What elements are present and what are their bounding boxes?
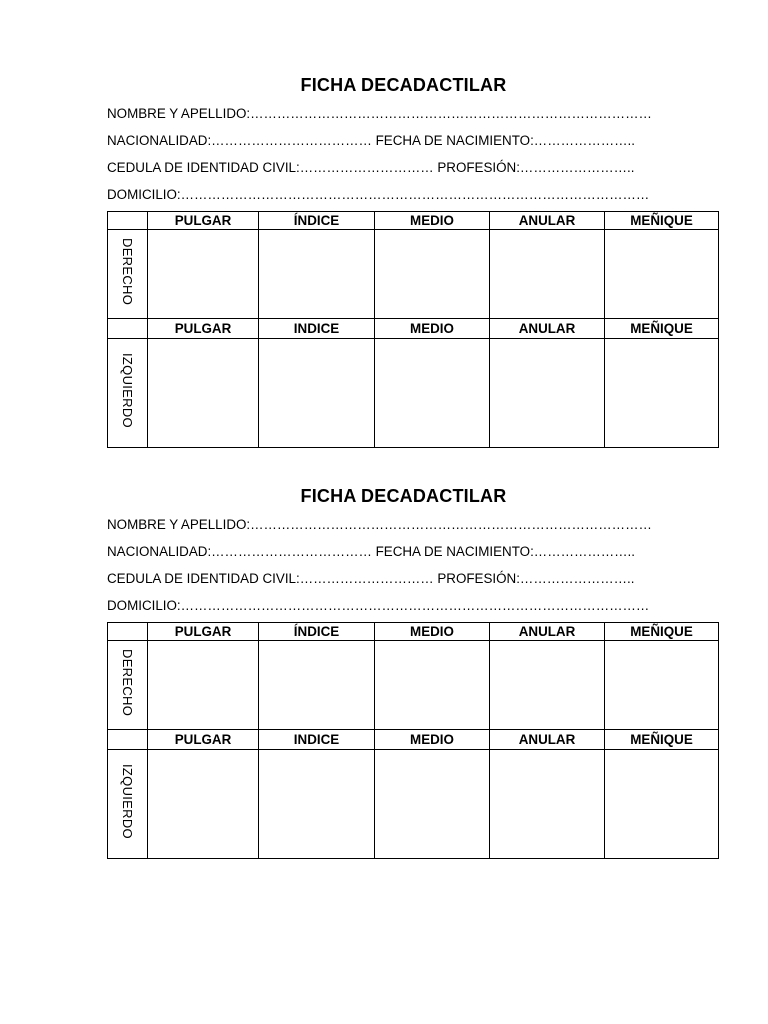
print-box: [490, 750, 605, 859]
right-hand-header-row: [108, 212, 719, 230]
finger-header: MEDIO: [375, 319, 490, 339]
finger-header: MEÑIQUE: [605, 319, 719, 339]
right-hand-header-row: [108, 623, 719, 641]
finger-header: MEDIO: [375, 212, 490, 230]
finger-header: MEÑIQUE: [605, 212, 719, 230]
corner-cell: [108, 623, 148, 641]
print-box: [148, 750, 259, 859]
nacionalidad-fecha-field: NACIONALIDAD:……………………………… FECHA DE NACIMIENTO:…………………..: [107, 133, 635, 148]
print-box: [605, 339, 719, 448]
form-title: FICHA DECADACTILAR: [300, 486, 507, 506]
print-box: [375, 230, 490, 319]
print-box: [259, 641, 375, 730]
domicilio-field: DOMICILIO:……………………………………………………………………………………………: [107, 598, 650, 613]
print-box: [375, 750, 490, 859]
print-box: [259, 339, 375, 448]
print-box: [605, 230, 719, 319]
side-label-cell: [108, 339, 148, 448]
side-label-cell: [108, 641, 148, 730]
fingerprint-form-1: [107, 72, 718, 448]
corner-cell: [108, 730, 148, 750]
finger-header: MEDIO: [375, 730, 490, 750]
cedula-profesion-field: CEDULA DE IDENTIDAD CIVIL:………………………… PROFESIÓN:……………………..: [107, 160, 635, 175]
finger-header: MEÑIQUE: [605, 623, 719, 641]
print-box: [375, 339, 490, 448]
domicilio-field: DOMICILIO:……………………………………………………………………………………………: [107, 187, 650, 202]
right-hand-print-row: [108, 641, 719, 730]
finger-header: ANULAR: [490, 623, 605, 641]
finger-header: INDICE: [259, 730, 375, 750]
right-hand-label: DERECHO: [120, 237, 135, 306]
right-hand-label: DERECHO: [120, 648, 135, 717]
right-hand-print-row: [108, 230, 719, 319]
nombre-apellido-field: NOMBRE Y APELLIDO:………………………………………………………………………………: [107, 106, 652, 121]
print-box: [490, 339, 605, 448]
print-box: [375, 641, 490, 730]
left-hand-label: IZQUIERDO: [120, 353, 135, 428]
finger-header: ÍNDICE: [259, 212, 375, 230]
print-box: [259, 230, 375, 319]
finger-header: PULGAR: [148, 319, 259, 339]
finger-header: PULGAR: [148, 730, 259, 750]
form-title: FICHA DECADACTILAR: [300, 75, 507, 95]
finger-header: ANULAR: [490, 730, 605, 750]
left-hand-print-row: [108, 339, 719, 448]
print-box: [490, 641, 605, 730]
cedula-profesion-field: CEDULA DE IDENTIDAD CIVIL:………………………… PROFESIÓN:……………………..: [107, 571, 635, 586]
fingerprint-table: [107, 211, 719, 448]
finger-header: PULGAR: [148, 212, 259, 230]
finger-header: INDICE: [259, 319, 375, 339]
print-box: [605, 641, 719, 730]
corner-cell: [108, 212, 148, 230]
fingerprint-table: [107, 622, 719, 859]
nacionalidad-fecha-field: NACIONALIDAD:……………………………… FECHA DE NACIMIENTO:…………………..: [107, 544, 635, 559]
finger-header: PULGAR: [148, 623, 259, 641]
finger-header: MEDIO: [375, 623, 490, 641]
print-box: [259, 750, 375, 859]
side-label-cell: [108, 750, 148, 859]
print-box: [148, 339, 259, 448]
fingerprint-form-2: [107, 483, 718, 859]
finger-header: ANULAR: [490, 319, 605, 339]
finger-header: ÍNDICE: [259, 623, 375, 641]
left-hand-print-row: [108, 750, 719, 859]
finger-header: MEÑIQUE: [605, 730, 719, 750]
left-hand-header-row: [108, 319, 719, 339]
finger-header: ANULAR: [490, 212, 605, 230]
print-box: [605, 750, 719, 859]
print-box: [148, 230, 259, 319]
print-box: [148, 641, 259, 730]
corner-cell: [108, 319, 148, 339]
print-box: [490, 230, 605, 319]
side-label-cell: [108, 230, 148, 319]
nombre-apellido-field: NOMBRE Y APELLIDO:………………………………………………………………………………: [107, 517, 652, 532]
left-hand-header-row: [108, 730, 719, 750]
left-hand-label: IZQUIERDO: [120, 764, 135, 839]
